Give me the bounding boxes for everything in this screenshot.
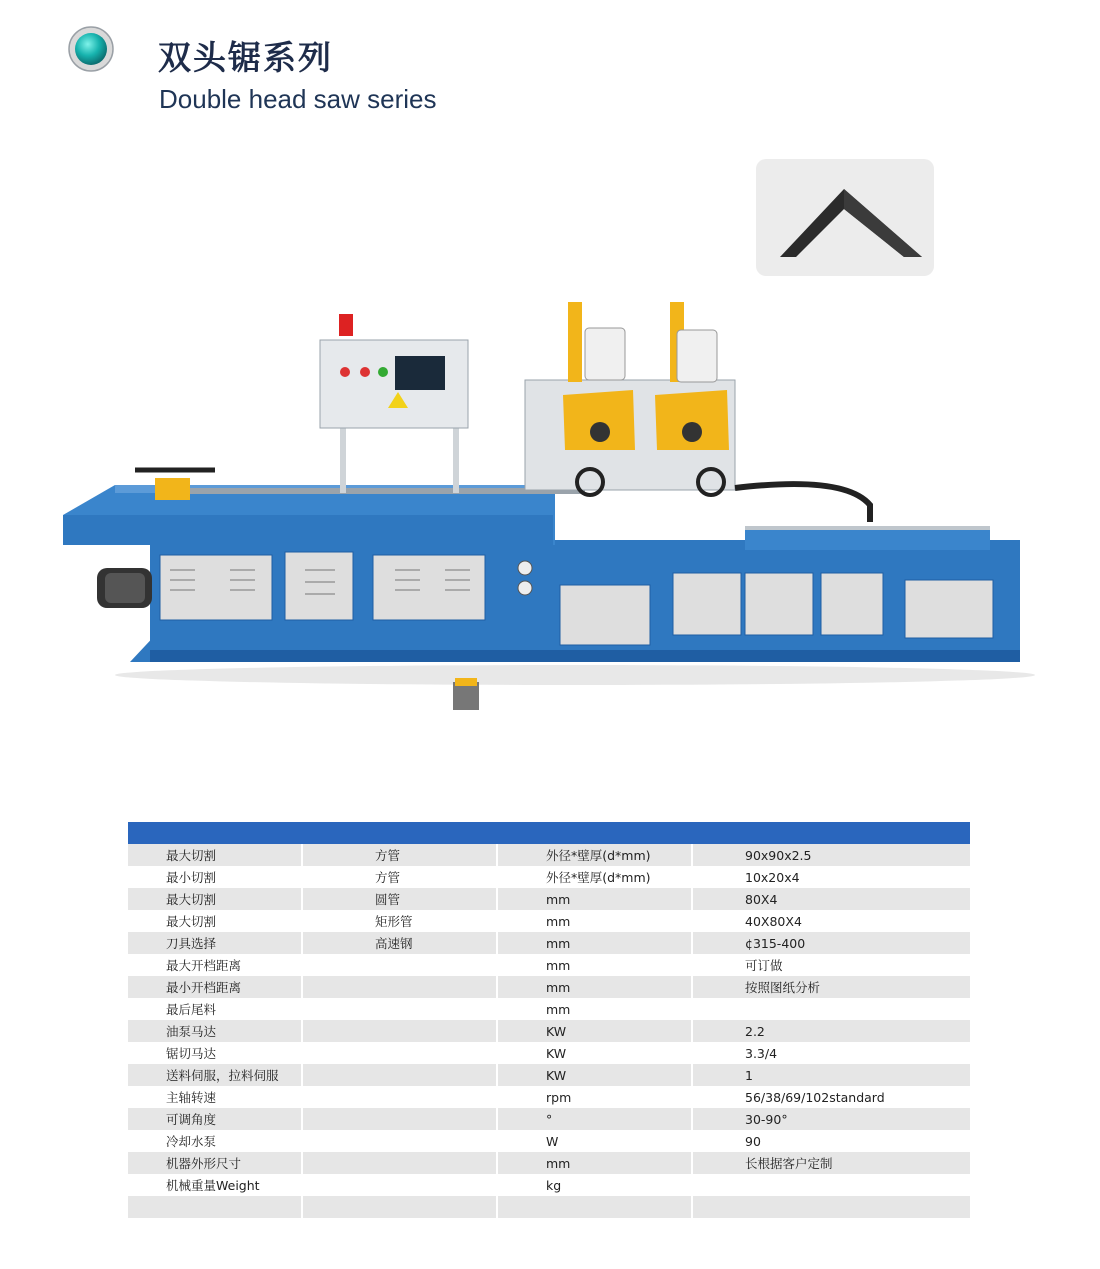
- spec-name: 送料伺服，拉料伺服: [128, 1064, 302, 1086]
- spec-value: 长根据客户定制: [692, 1152, 970, 1174]
- spec-row: [128, 954, 970, 976]
- spec-value: 80X4: [692, 888, 970, 910]
- spec-table: [128, 822, 970, 1218]
- angle-profile-icon: [756, 159, 934, 276]
- spec-material: [302, 1130, 497, 1152]
- spec-row: [128, 910, 970, 932]
- spec-value: 1: [692, 1064, 970, 1086]
- spec-unit: KW: [497, 1064, 692, 1086]
- spec-unit: mm: [497, 998, 692, 1020]
- spec-material: [302, 976, 497, 998]
- spec-unit: mm: [497, 910, 692, 932]
- spec-name: 油泵马达: [128, 1020, 302, 1042]
- spec-row: [128, 932, 970, 954]
- spec-unit: kg: [497, 1174, 692, 1196]
- teal-sphere-icon: [68, 26, 114, 72]
- spec-material: [302, 1020, 497, 1042]
- spec-material: [302, 1196, 497, 1218]
- page-title: 双头锯系列: [158, 38, 333, 77]
- spec-name: 最小开档距离: [128, 976, 302, 998]
- spec-unit: KW: [497, 1020, 692, 1042]
- spec-unit: KW: [497, 1042, 692, 1064]
- spec-value: [692, 1196, 970, 1218]
- spec-material: [302, 998, 497, 1020]
- spec-row: [128, 1086, 970, 1108]
- spec-unit: 外径*壁厚(d*mm): [497, 866, 692, 888]
- spec-value: 40X80X4: [692, 910, 970, 932]
- spec-value: 30-90°: [692, 1108, 970, 1130]
- spec-row: [128, 844, 970, 866]
- spec-row: [128, 866, 970, 888]
- spec-unit: [497, 1196, 692, 1218]
- spec-material: 方管: [302, 866, 497, 888]
- spec-name: 主轴转速: [128, 1086, 302, 1108]
- spec-material: [302, 1086, 497, 1108]
- spec-unit: mm: [497, 888, 692, 910]
- spec-material: [302, 1152, 497, 1174]
- spec-unit: mm: [497, 1152, 692, 1174]
- spec-unit: mm: [497, 932, 692, 954]
- spec-value: 可订做: [692, 954, 970, 976]
- spec-unit: mm: [497, 954, 692, 976]
- spec-name: [128, 1196, 302, 1218]
- spec-row: [128, 976, 970, 998]
- spec-material: [302, 954, 497, 976]
- spec-row: [128, 888, 970, 910]
- spec-name: 机械重量Weight: [128, 1174, 302, 1196]
- spec-unit: °: [497, 1108, 692, 1130]
- spec-row: [128, 1196, 970, 1218]
- spec-value: [692, 998, 970, 1020]
- spec-name: 最大切割: [128, 888, 302, 910]
- spec-row: [128, 1064, 970, 1086]
- spec-row: [128, 1130, 970, 1152]
- spec-name: 机器外形尺寸: [128, 1152, 302, 1174]
- spec-name: 可调角度: [128, 1108, 302, 1130]
- spec-material: [302, 1064, 497, 1086]
- spec-value: [692, 1174, 970, 1196]
- spec-value: 90x90x2.5: [692, 844, 970, 866]
- double-head-saw-machine: [55, 290, 1035, 720]
- spec-value: 2.2: [692, 1020, 970, 1042]
- spec-row: [128, 1042, 970, 1064]
- spec-unit: W: [497, 1130, 692, 1152]
- spec-material: [302, 1042, 497, 1064]
- spec-value: 10x20x4: [692, 866, 970, 888]
- spec-row: [128, 1174, 970, 1196]
- spec-material: 圆管: [302, 888, 497, 910]
- spec-name: 刀具选择: [128, 932, 302, 954]
- spec-material: 方管: [302, 844, 497, 866]
- spec-name: 最大切割: [128, 844, 302, 866]
- spec-table-header-bar: [128, 822, 970, 844]
- page-subtitle: Double head saw series: [159, 84, 437, 114]
- spec-name: 锯切马达: [128, 1042, 302, 1064]
- spec-name: 最后尾料: [128, 998, 302, 1020]
- spec-row: [128, 998, 970, 1020]
- profile-sample: [756, 159, 934, 276]
- spec-row: [128, 1108, 970, 1130]
- spec-material: 高速钢: [302, 932, 497, 954]
- spec-row: [128, 1020, 970, 1042]
- spec-name: 最小切割: [128, 866, 302, 888]
- spec-value: 90: [692, 1130, 970, 1152]
- spec-material: 矩形管: [302, 910, 497, 932]
- spec-unit: 外径*壁厚(d*mm): [497, 844, 692, 866]
- spec-name: 冷却水泵: [128, 1130, 302, 1152]
- spec-material: [302, 1108, 497, 1130]
- spec-value: 56/38/69/102standard: [692, 1086, 970, 1108]
- spec-row: [128, 1152, 970, 1174]
- spec-name: 最大开档距离: [128, 954, 302, 976]
- spec-unit: rpm: [497, 1086, 692, 1108]
- spec-unit: mm: [497, 976, 692, 998]
- spec-value: 3.3/4: [692, 1042, 970, 1064]
- spec-value: ¢315-400: [692, 932, 970, 954]
- spec-value: 按照图纸分析: [692, 976, 970, 998]
- spec-material: [302, 1174, 497, 1196]
- spec-name: 最大切割: [128, 910, 302, 932]
